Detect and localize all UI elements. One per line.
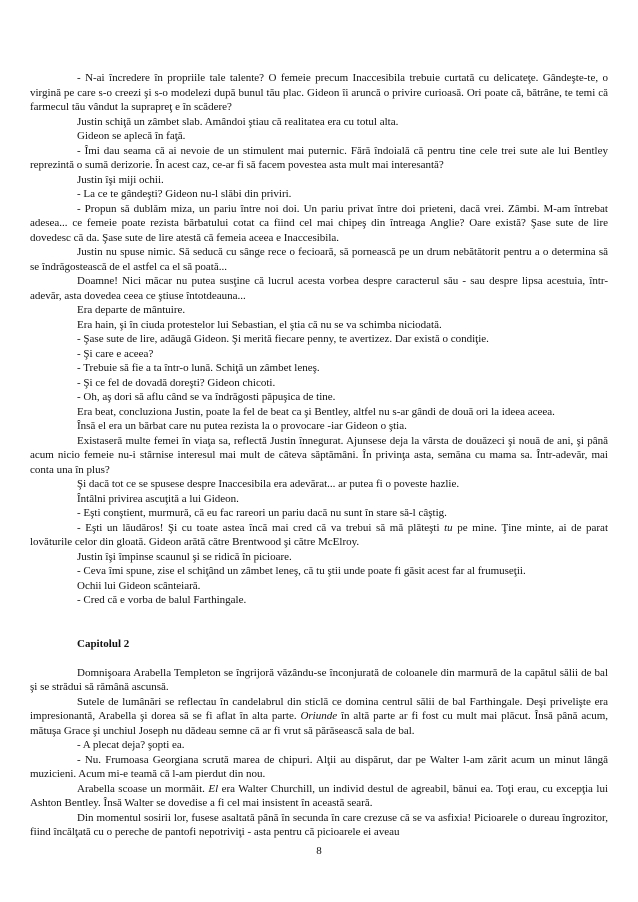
paragraph: Însă el era un bărbat care nu putea rezista la o provocare -iar Gideon o ştia. bbox=[77, 420, 407, 432]
paragraph-text: - Eşti un lăudăros! Şi cu toate astea încă mai cred că va trebui să mă plăteşti bbox=[77, 521, 445, 534]
paragraph: Justin îşi miji ochii. bbox=[77, 173, 164, 186]
paragraph: - Îmi dau seama că ai nevoie de un stimulent mai puternic. Fără îndoială că pentru tine cele trei sute ale lui Bentley reprezintă o sumă derizorie. În acest caz, ce-ar fi să facem povestea asta mult mai interesantă? bbox=[30, 144, 608, 171]
paragraph: - Eşti conştient, murmură, că eu fac rareori un pariu dacă nu sunt în stare să-l câştig. bbox=[77, 507, 447, 519]
paragraph-text: pe mine. Ţine minte, ai de parat lovăturile celor din gloată. Gideon arătă către Brentwood şi către McElroy. bbox=[30, 521, 608, 548]
paragraph: Doamne! Nici măcar nu putea susţine că lucrul acesta vorbea despre caracterul său - sau despre lipsa acestuia, într-adevăr, asta dovedea ceea ce ştiuse întotdeauna... bbox=[30, 275, 608, 302]
paragraph: - Nu. Frumoasa Georgiana scrută marea de chipuri. Alţii au dispărut, dar pe Walter l-am zărit acum un minut lângă muzicieni. Acum mi-e teamă că l-am pierdut din nou. bbox=[30, 753, 608, 780]
paragraph: Gideon se aplecă în faţă. bbox=[77, 130, 186, 142]
paragraph-text: Arabella scoase un mormăit. bbox=[77, 782, 209, 795]
paragraph: - Oh, aş dori să aflu când se va îndrăgosti păpuşica de tine. bbox=[77, 391, 336, 403]
blank-line bbox=[30, 608, 608, 623]
paragraph: Justin schiţă un zâmbet slab. Amândoi ştiau că realitatea era cu totul alta. bbox=[77, 115, 399, 128]
paragraph-text: în altă parte ar fi fost cu mult mai plăcut. Însă până acum, mătuşa Grace şi unchiul Joseph nu dădeau semne că ar fi vrut să părăsească sala de bal. bbox=[30, 710, 608, 737]
paragraph: - Ceva îmi spune, zise el schiţând un zâmbet leneş, că tu ştii unde poate fi găsit acest far al frumuseţii. bbox=[77, 565, 526, 577]
paragraph: - Propun să dublăm miza, un pariu între noi doi. Un pariu privat între doi prieteni, dacă vrei. Zâmbi. M-am întrebat adesea... ce femeie poate rezista bărbatului cotat ca fiind cel mai chipeş din întreaga Anglie? Oare există? Şase sute de lire dovedesc că da. Şase sute de lire atestă că femeia aceea e Inaccesibila. bbox=[30, 202, 608, 244]
emphasized-word: tu bbox=[444, 521, 453, 534]
chapter-heading: Capitolul 2 bbox=[77, 637, 130, 650]
paragraph: Existaseră multe femei în viaţa sa, reflectă Justin înnegurat. Ajunsese deja la vârsta de douăzeci şi nouă de ani, şi până acum nicio femeie nu-i stârnise interesul mai mult de câteva săptămâni. În privinţa asta, semăna cu mama sa. Într-adevăr, mai conta una în plus? bbox=[30, 434, 608, 476]
paragraph: Justin îşi împinse scaunul şi se ridică în picioare. bbox=[77, 550, 292, 563]
paragraph: - Trebuie să fie a ta într-o lună. Schiţă un zâmbet leneş. bbox=[77, 362, 320, 374]
emphasized-word: Oriunde bbox=[300, 710, 338, 722]
emphasized-word: El bbox=[208, 782, 219, 795]
paragraph: - Şase sute de lire, adăugă Gideon. Şi merită fiecare penny, te avertizez. Dar există o condiţie. bbox=[77, 333, 489, 345]
paragraph: - La ce te gândeşti? Gideon nu-l slăbi din priviri. bbox=[77, 188, 292, 200]
paragraph-text: Sutele de lumânări se reflectau în candelabrul din sticlă ce domina centrul sălii de bal Farthingale. Deşi privelişte era impresionantă, Arabella şi dorea să se fi aflat în alta parte. bbox=[30, 695, 608, 722]
paragraph: Ochii lui Gideon scânteiară. bbox=[77, 579, 201, 592]
paragraph bbox=[30, 521, 608, 550]
paragraph: Întâlni privirea ascuţită a lui Gideon. bbox=[77, 492, 239, 505]
paragraph: Era hain, şi în ciuda protestelor lui Sebastian, el ştia că nu se va schimba niciodată. bbox=[77, 318, 442, 331]
paragraph: - N-ai încredere în propriile tale talente? O femeie precum Inaccesibila trebuie curtată cu delicateţe. Gândeşte-te, o virgină pe care s-o creezi şi s-o modelezi după bunul tău plac. Gideon îi aruncă o privire curioasă. Ori poate că, bătrâne, te temi că farmecul tău vândut la suprapreţ e în scădere? bbox=[30, 72, 608, 113]
blank-line bbox=[30, 651, 608, 666]
page-body bbox=[30, 71, 608, 840]
paragraph: Justin nu spuse nimic. Să seducă cu sânge rece o fecioară, să pornească pe un drum nebătătorit pentru a o determina să se îndrăgostească de el astfel ca el să poată... bbox=[30, 246, 608, 273]
paragraph bbox=[30, 782, 608, 811]
paragraph: Era beat, concluziona Justin, poate la fel de beat ca şi Bentley, altfel nu s-ar gândi de două ori la ideea aceea. bbox=[77, 405, 555, 418]
paragraph: Din momentul sosirii lor, fusese asaltată până în secunda în care crezuse că se va asfixia! Picioarele o dureau îngrozitor, fiind încălţată cu o pereche de pantofi nepotriviţi - asta pentru că picioarele ei aveau bbox=[30, 811, 608, 838]
paragraph: - A plecat deja? şopti ea. bbox=[77, 739, 185, 751]
paragraph: Domnişoara Arabella Templeton se îngrijoră văzându-se înconjurată de coloanele din marmură de la capătul sălii de bal şi se strădui să rămână ascunsă. bbox=[30, 666, 608, 693]
paragraph-text: era Walter Churchill, un individ destul de agreabil, bănui ea. Toţi erau, cu excepţia lui Ashton Bentley. Însă Walter se dovedise a fi cel mai insistent în această seară. bbox=[30, 782, 608, 809]
paragraph: - Cred că e vorba de balul Farthingale. bbox=[77, 594, 247, 606]
paragraph bbox=[30, 695, 608, 739]
paragraph: Şi dacă tot ce se spusese despre Inaccesibila era adevărat... ar putea fi o poveste hazlie. bbox=[77, 478, 460, 490]
paragraph: Era departe de mântuire. bbox=[77, 304, 186, 316]
paragraph: - Şi ce fel de dovadă doreşti? Gideon chicoti. bbox=[77, 376, 276, 389]
blank-line bbox=[30, 622, 608, 637]
page-number: 8 bbox=[316, 845, 322, 857]
paragraph: - Şi care e aceea? bbox=[77, 347, 154, 360]
